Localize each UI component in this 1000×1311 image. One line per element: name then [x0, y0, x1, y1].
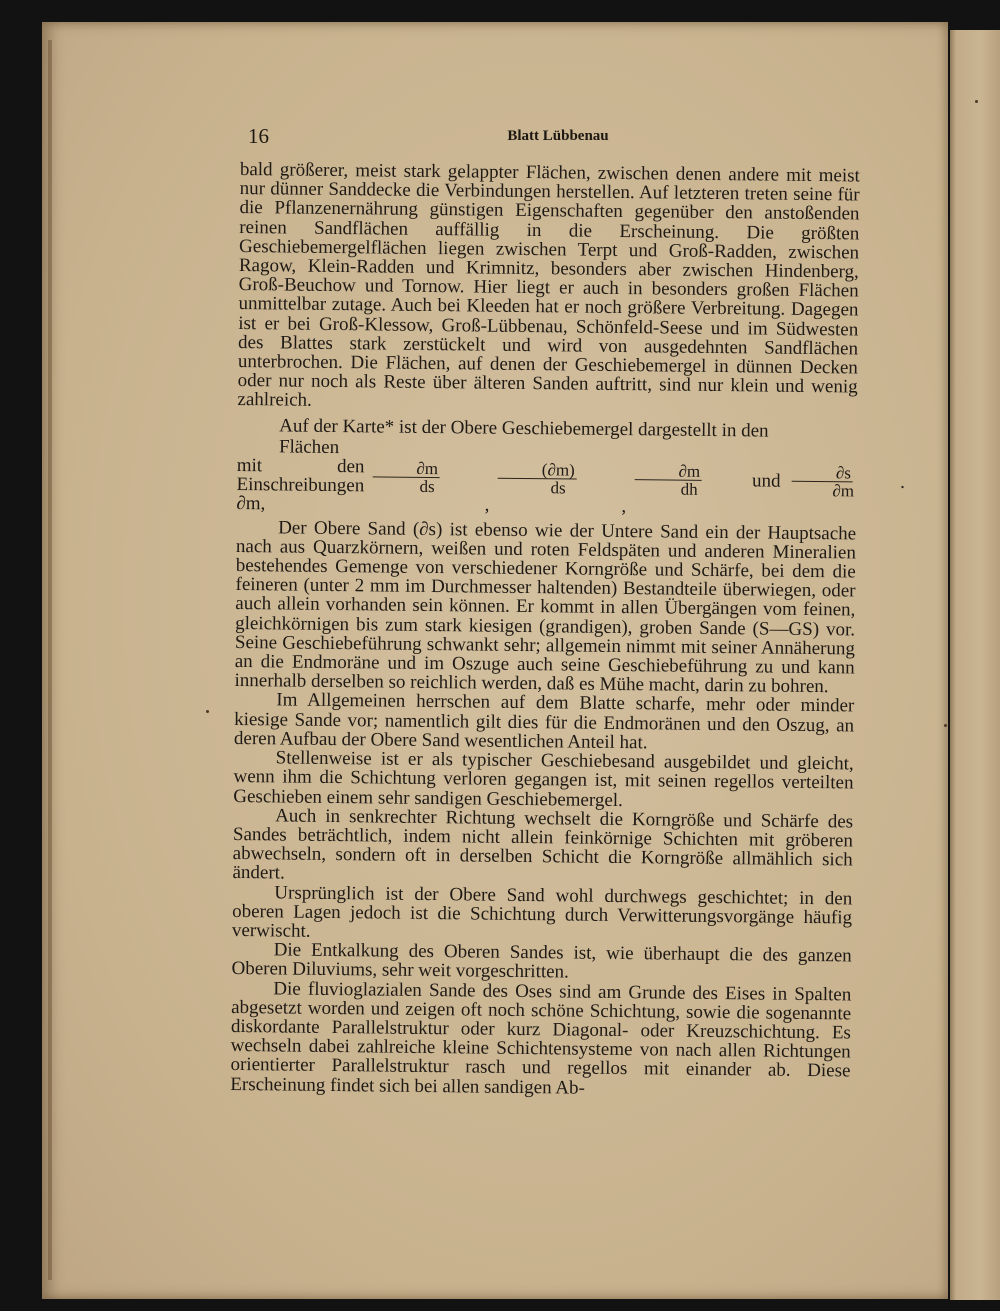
paragraph-5: Stellenweise ist er als typischer Geschiebesand ausgebildet und gleicht, wenn ihm die Schichtung verloren gegangen ist, mit seinen regellos verteilten Geschieben einem sehr sandigen Geschiebemergel. [233, 747, 854, 811]
formula-connector: und [751, 470, 781, 492]
binding-shadow [48, 40, 52, 1280]
paragraph-4: Im Allgemeinen herrschen auf dem Blatte scharfe, mehr oder minder kiesige Sande vor; namentlich gilt dies für die Endmoränen und den Oszug, an deren Aufbau der Obere Sand wesentlichen Anteil hat. [233, 689, 855, 754]
paragraph-1: bald größerer, meist stark gelappter Flächen, zwischen denen andere mit meist nur dünner Sanddecke die Verbindungen herstellen. Auf letzteren treten seine für die Pflanzenernährung günstigen Eigenschaften gegenüber den anstoßenden reinen Sandflächen auffällig in die Erscheinung. Die größten Geschiebemergelflächen liegen zwischen Terpt und Groß-Radden, zwischen Ragow, Klein-Radden und Krimnitz, besonders aber zwischen Hindenberg, Groß-Beuchow und Tornow. Hier liegt er auch in besonders großen Flächen unmittelbar zutage. Auch bei Kleeden hat er noch größere Verbreitung. Dagegen ist er bei Groß-Klessow, Groß-Lübbenau, Schönfeld-Seese und im Südwesten des Blattes stark zerstückelt und wird von ausgedehnten Sandflächen unterbrochen. Die Flächen, auf denen der Geschiebemergel in dünnen Decken oder nur noch als Reste über älteren Sanden auftritt, sind nur klein und wenig zahlreich. [237, 159, 860, 412]
page-header [248, 124, 868, 154]
paper-speck [206, 710, 209, 713]
paragraph-8: Die Entkalkung des Oberen Sandes ist, wie überhaupt die des ganzen Oberen Diluviums, sehr weit vorgeschritten. [231, 939, 852, 983]
paper-speck [944, 724, 947, 727]
fraction-bracket-dm-ds: $\frac{(\partial m)}{ds}$ [498, 460, 577, 496]
page-number: 16 [248, 124, 269, 148]
formula-line: Flächen mit den Einschreibungen ∂m, $\frac{\partial m}{ds}$ , $\frac{(\partial m)}{ds}$ , $\frac{\partial m}{dh}$ und $\frac{\partial s}{\partial m}$ . [236, 436, 906, 518]
paragraph-6: Auch in senkrechter Richtung wechselt die Korngröße und Schärfe des Sandes beträchtlich, indem nicht allein feinkörnige Schichten mit gröberen abwechseln, sondern oft in derselben Schicht die Korngröße allmählich sich ändert. [232, 805, 854, 884]
paragraph-2-text: Auf der Karte* ist der Obere Geschiebemergel dargestellt in den [279, 415, 769, 442]
body-text [230, 159, 906, 1100]
paragraph-9: Die fluvioglazialen Sande des Oses sind am Grunde des Eises in Spalten abgesetzt worden und zeigen oft noch schöne Schichtung, sowie die sogenannte diskordante Parallelstruktur oder kurz Diagonal- oder Kreuzschichtung. Es wechseln dabei zahlreiche kleine Schichtensysteme von nach allen Richtungen orientierter Parallelstruktur rasch und regellos mit einander ab. Diese Erscheinung findet sich bei allen sandigen Ab- [230, 977, 852, 1099]
formula-lead: Flächen mit den Einschreibungen ∂m, [236, 436, 365, 515]
fraction-dm-dh: $\frac{\partial m}{dh}$ [634, 462, 702, 498]
paragraph-2 [236, 415, 906, 521]
paragraph-7: Ursprünglich ist der Obere Sand wohl durchwegs geschichtet; in den oberen Lagen jedoch ist die Schichtung durch Verwitterungsvorgänge häufig verwischt. [231, 881, 853, 942]
paper-speck [975, 100, 978, 103]
running-title: Blatt Lübbenau [507, 128, 609, 144]
next-page-edge [950, 30, 1000, 1300]
paragraph-3: Der Obere Sand (∂s) ist ebenso wie der Untere Sand ein der Hauptsache nach aus Quarzkörnern, weißen und roten Feldspäten und anderen Mineralien bestehendes Gemenge von verschiedener Korngröße und Schärfe, bei dem die feineren (unter 2 mm im Durchmesser haltenden) Bestandteile überwiegen, oder auch allein vorhanden sein können. Er kommt in allen Übergängen vom feinen, gleichkörnigen bis zum stark kiesigen (grandigen), groben Sande (S—GS) vor. Seine Geschiebeführung schwankt sehr; allgemein nimmt mit seiner Annäherung an die Endmoräne und im Oszuge auch seine Geschiebeführung zu und kann innerhalb derselben so reichlich werden, daß es Mühe macht, darin zu bohren. [234, 517, 857, 698]
fraction-ds-dm: $\frac{\partial s}{\partial m}$ [788, 464, 856, 500]
formula-end: . [900, 471, 906, 493]
fraction-dm-ds: $\frac{\partial m}{ds}$ [372, 459, 440, 495]
